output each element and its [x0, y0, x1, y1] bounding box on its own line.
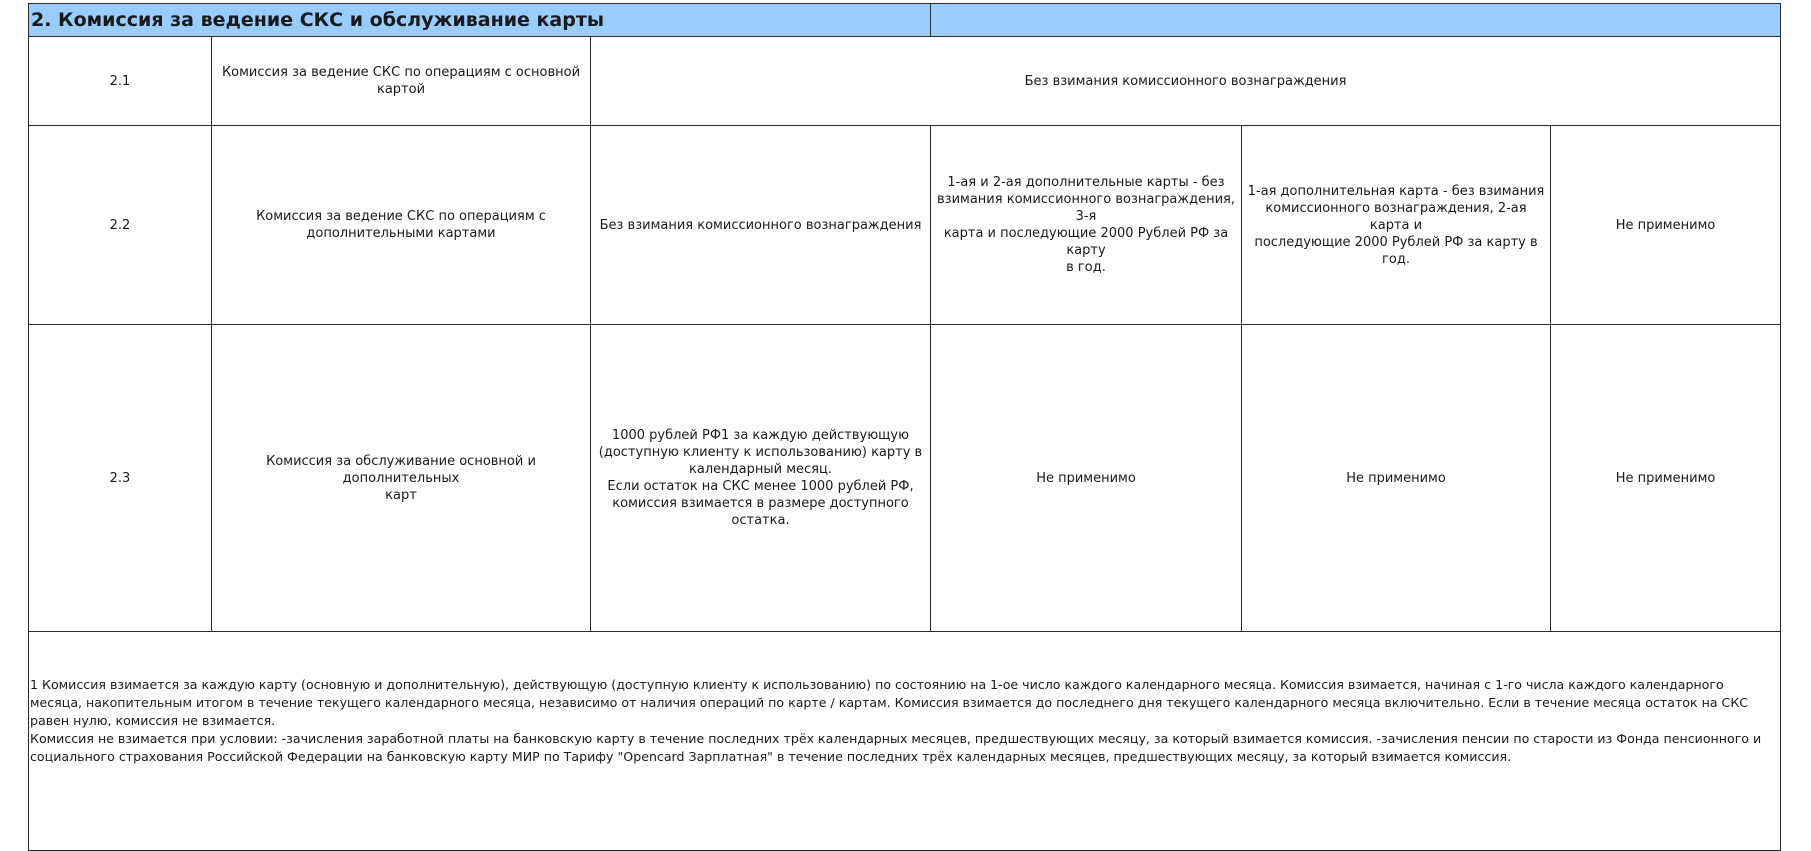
value-cell[interactable]: 1-ая и 2-ая дополнительные карты - без взимания комиссионного вознаграждения, 3-я карта и последующие 2000 Рублей РФ за карту в год. [931, 126, 1242, 325]
footnote-paragraph: 1 Комиссия взимается за каждую карту (основную и дополнительную), действующую (доступную клиенту к использованию) по состоянию на 1-ое число каждого календарного месяца. Комиссия взимается, начиная с 1-го числа каждого календарного месяца, накопительным итогом в течение текущего календарного месяца, независимо от наличия операций по карте / картам. Комиссия взимается до последнего дня текущего календарного месяца включительно. Если в течение месяца остаток на СКС равен нулю, комиссия не взимается. [30, 677, 1749, 728]
table-row [29, 126, 1781, 325]
row-number-cell[interactable]: 2.1 [29, 37, 212, 126]
commission-name-cell[interactable]: Комиссия за ведение СКС по операциям с дополнительными картами [212, 126, 591, 325]
section-header-row [29, 4, 1781, 37]
commission-table [28, 3, 1781, 851]
row-number-cell[interactable]: 2.2 [29, 126, 212, 325]
commission-name-cell[interactable]: Комиссия за обслуживание основной и дополнительных карт [212, 325, 591, 632]
value-cell[interactable]: Не применимо [1551, 126, 1781, 325]
value-cell[interactable]: 1-ая дополнительная карта - без взимания комиссионного вознаграждения, 2-ая карта и последующие 2000 Рублей РФ за карту в год. [1242, 126, 1551, 325]
value-cell[interactable]: 1000 рублей РФ1 за каждую действующую (доступную клиенту к использованию) карту в календарный месяц. Если остаток на СКС менее 1000 рублей РФ, комиссия взимается в размере доступного остатка. [591, 325, 931, 632]
value-cell[interactable]: Без взимания комиссионного вознаграждения [591, 126, 931, 325]
footnote-paragraph: Комиссия не взимается при условии: -зачисления заработной платы на банковскую карту в течение последних трёх календарных месяцев, предшествующих месяцу, за который взимается комиссия. -зачисления пенсии по старости из Фонда пенсионного и социального страхования Российской Федерации на банковскую карту МИР по Тарифу "Opencard Зарплатная" в течение последних трёх календарных месяцев, предшествующих месяцу, за который взимается комиссия. [30, 731, 1762, 764]
tariff-sheet [28, 3, 1780, 802]
row-number-cell[interactable]: 2.3 [29, 325, 212, 632]
value-cell[interactable]: Не применимо [1242, 325, 1551, 632]
table-row [29, 37, 1781, 126]
merged-value-cell[interactable]: Без взимания комиссионного вознаграждения [591, 37, 1781, 126]
footnote-cell[interactable] [29, 632, 1781, 851]
commission-name-cell[interactable]: Комиссия за ведение СКС по операциям с основной картой [212, 37, 591, 126]
table-row [29, 325, 1781, 632]
value-cell[interactable]: Не применимо [931, 325, 1242, 632]
value-cell[interactable]: Не применимо [1551, 325, 1781, 632]
section-header-empty-cell[interactable] [931, 4, 1781, 37]
section-title[interactable]: 2. Комиссия за ведение СКС и обслуживание карты [29, 4, 931, 37]
footnote-row [29, 632, 1781, 851]
